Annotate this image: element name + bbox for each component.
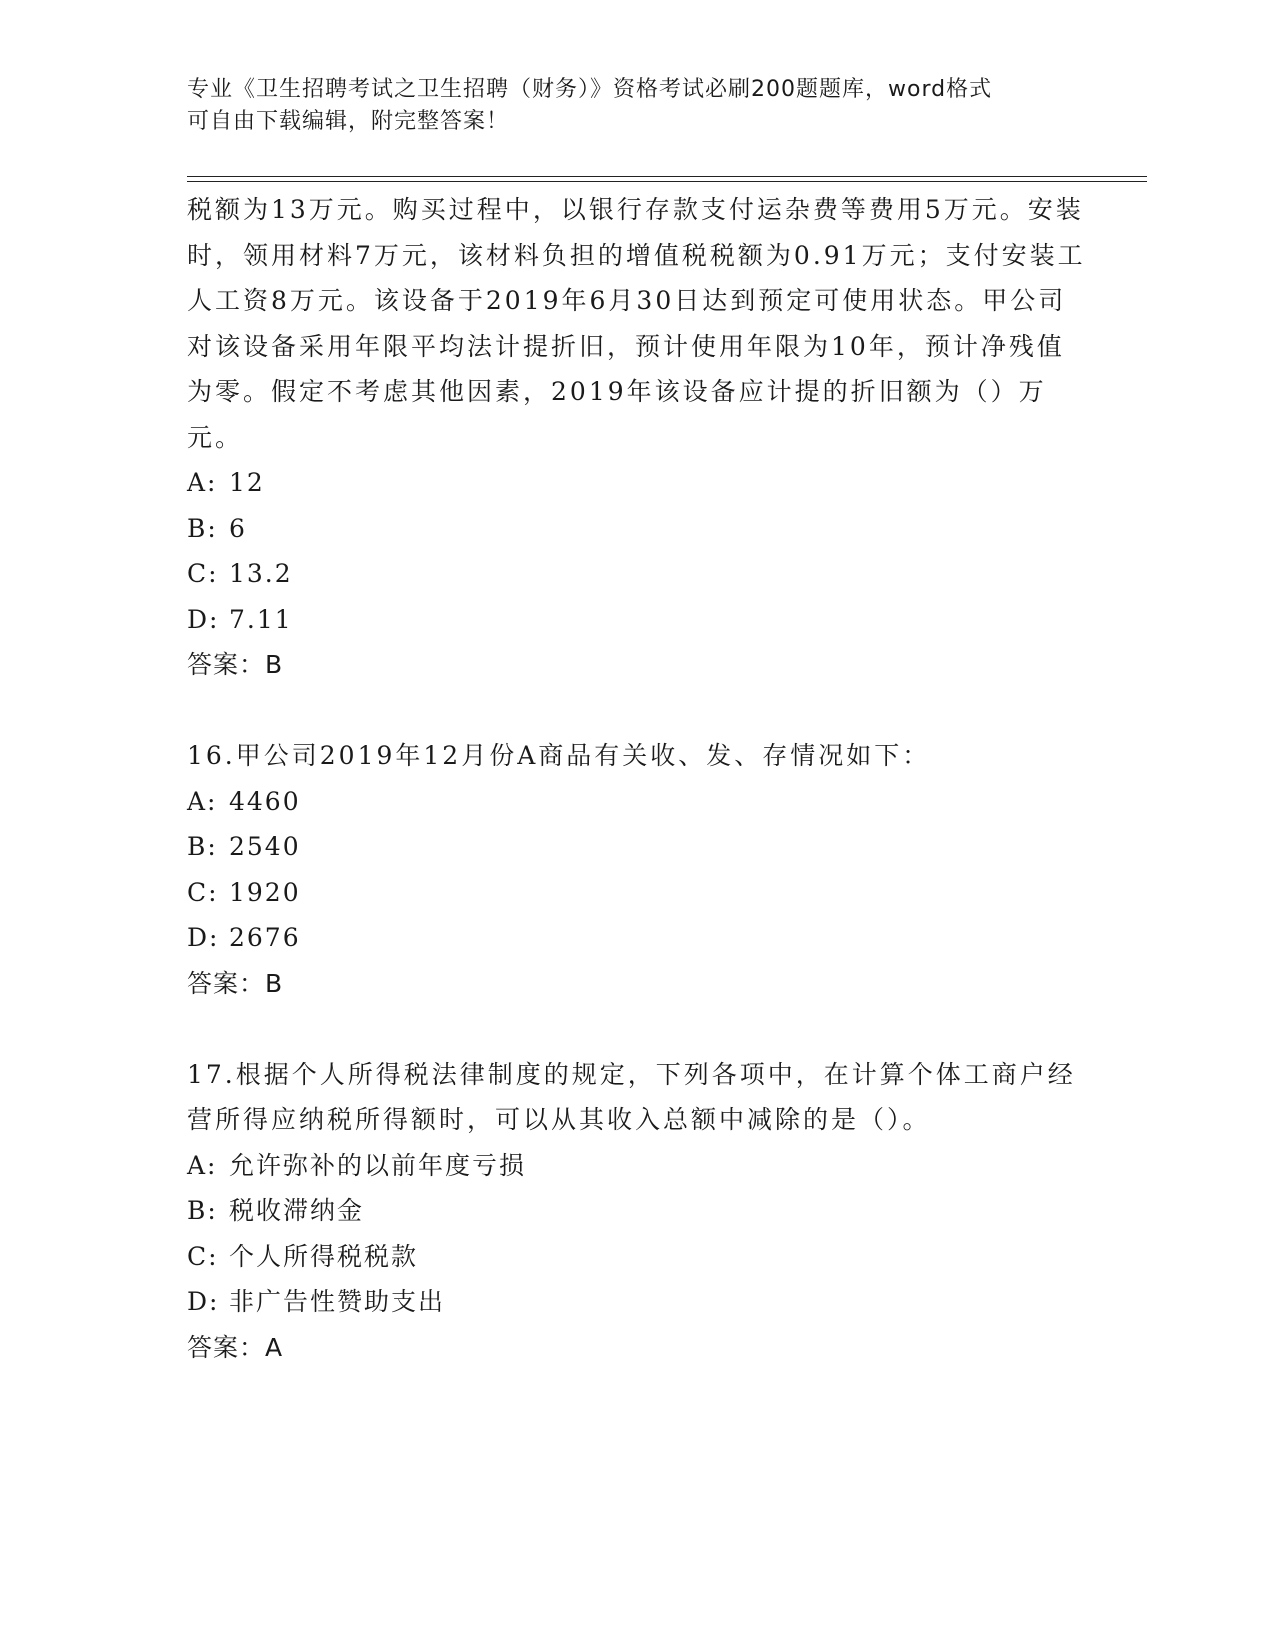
option-a <box>187 1143 1087 1189</box>
question-16 <box>187 733 1087 1006</box>
option-b <box>187 824 1087 870</box>
option-c <box>187 870 1087 916</box>
option-d <box>187 597 1087 643</box>
option-letter: D: <box>187 1287 220 1316</box>
option-letter: C: <box>187 1241 219 1271</box>
option-letter: B: <box>187 832 218 861</box>
option-b <box>187 1188 1087 1234</box>
header-line-2: 可自由下载编辑，附完整答案！ <box>187 109 510 134</box>
question-list <box>187 187 1087 1370</box>
option-b <box>187 506 1087 552</box>
option-letter: A: <box>187 468 218 497</box>
header-line-1: 专业《卫生招聘考试之卫生招聘（财务）》资格考试必刷200题题库，word格式 <box>187 77 993 102</box>
option-value: 允许弥补的以前年度亏损 <box>229 1150 527 1180</box>
header-rule-bottom <box>187 181 1147 182</box>
question-text: 税额为13万元。购买过程中，以银行存款支付运杂费等费用5万元。安装时，领用材料7万元，该材料负担的增值税税额为0.91万元；支付安装工人工资8万元。该设备于2019年6月30日达到预定可使用状态。甲公司对该设备采用年限平均法计提折旧，预计使用年限为10年，预计净残值为零。假定不考虑其他因素，2019年该设备应计提的折旧额为（）万元。 <box>187 195 1086 452</box>
option-value: 4460 <box>229 786 301 816</box>
option-value: 2540 <box>229 832 301 861</box>
option-letter: A: <box>187 786 218 816</box>
question-text: 17.根据个人所得税法律制度的规定，下列各项中，在计算个体工商户经营所得应纳税所得额时，可以从其收入总额中减除的是（）。 <box>187 1059 1076 1134</box>
option-letter: D: <box>187 923 220 952</box>
option-value: 12 <box>229 468 265 497</box>
answer-line: 答案：B <box>187 968 284 998</box>
answer-line: 答案：B <box>187 650 284 679</box>
spacer <box>187 688 1087 734</box>
option-letter: D: <box>187 604 220 634</box>
option-c <box>187 1234 1087 1280</box>
option-letter: A: <box>187 1150 218 1180</box>
option-value: 2676 <box>229 923 301 952</box>
option-letter: B: <box>187 513 218 543</box>
answer-line: 答案：A <box>187 1332 284 1362</box>
document-header <box>187 74 1087 138</box>
option-letter: C: <box>187 559 219 588</box>
option-value: 13.2 <box>229 559 293 588</box>
question-text: 16.甲公司2019年12月份A商品有关收、发、存情况如下： <box>187 741 931 770</box>
option-value: 税收滞纳金 <box>229 1196 365 1225</box>
option-value: 1920 <box>229 877 301 907</box>
option-a <box>187 460 1087 506</box>
option-letter: B: <box>187 1196 218 1225</box>
option-value: 个人所得税税款 <box>229 1241 419 1271</box>
option-value: 7.11 <box>229 604 293 634</box>
option-value: 6 <box>229 513 247 543</box>
option-value: 非广告性赞助支出 <box>229 1287 446 1316</box>
question-17 <box>187 1052 1087 1371</box>
option-a <box>187 779 1087 825</box>
option-d <box>187 1279 1087 1325</box>
header-rule-top <box>187 176 1147 177</box>
option-c <box>187 551 1087 597</box>
question-15 <box>187 187 1087 688</box>
option-letter: C: <box>187 877 219 907</box>
spacer <box>187 1006 1087 1052</box>
option-d <box>187 915 1087 961</box>
